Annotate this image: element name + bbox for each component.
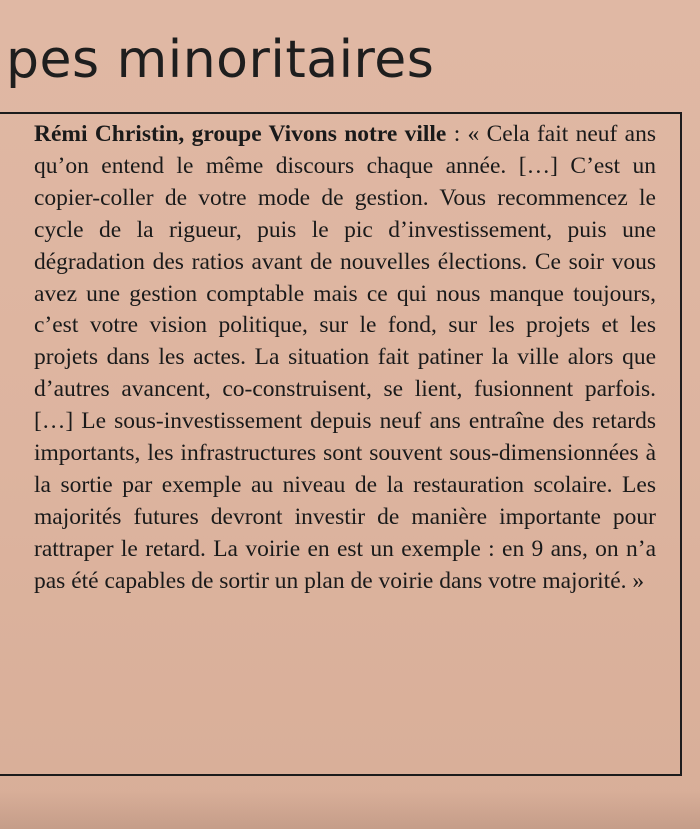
quote-text: : « Cela fait neuf ans qu’on entend le même discours chaque année. […] C’est un copier-coller de votre mode de gestion. Vous recommencez le cycle de la rigueur, puis le pic d’investissement, puis une dégradation des ratios avant de nouvelles élections. Ce soir vous avez une gestion comptable mais ce qui nous manque toujours, c’est votre vision politique, sur le fond, sur les projets et les projets dans les actes. La situation fait patiner la ville alors que d’autres avancent, co-construisent, se lient, fusionnent parfois. […] Le sous-investissement depuis neuf ans entraîne des retards importants, les infrastructures sont souvent sous-dimensionnées à la sortie par exemple au niveau de la restauration scolaire. Les majorités futures devront investir de manière importante pour rattraper le retard. La voirie en est un exemple : en 9 ans, on n’a pas été capables de sortir un plan de voirie dans votre majorité. »: [34, 121, 656, 594]
paper-shadow: [0, 790, 700, 829]
speaker-name: Rémi Christin, groupe Vivons notre ville: [34, 121, 447, 147]
section-headline: pes minoritaires: [6, 30, 435, 90]
article-paragraph: [34, 119, 656, 598]
